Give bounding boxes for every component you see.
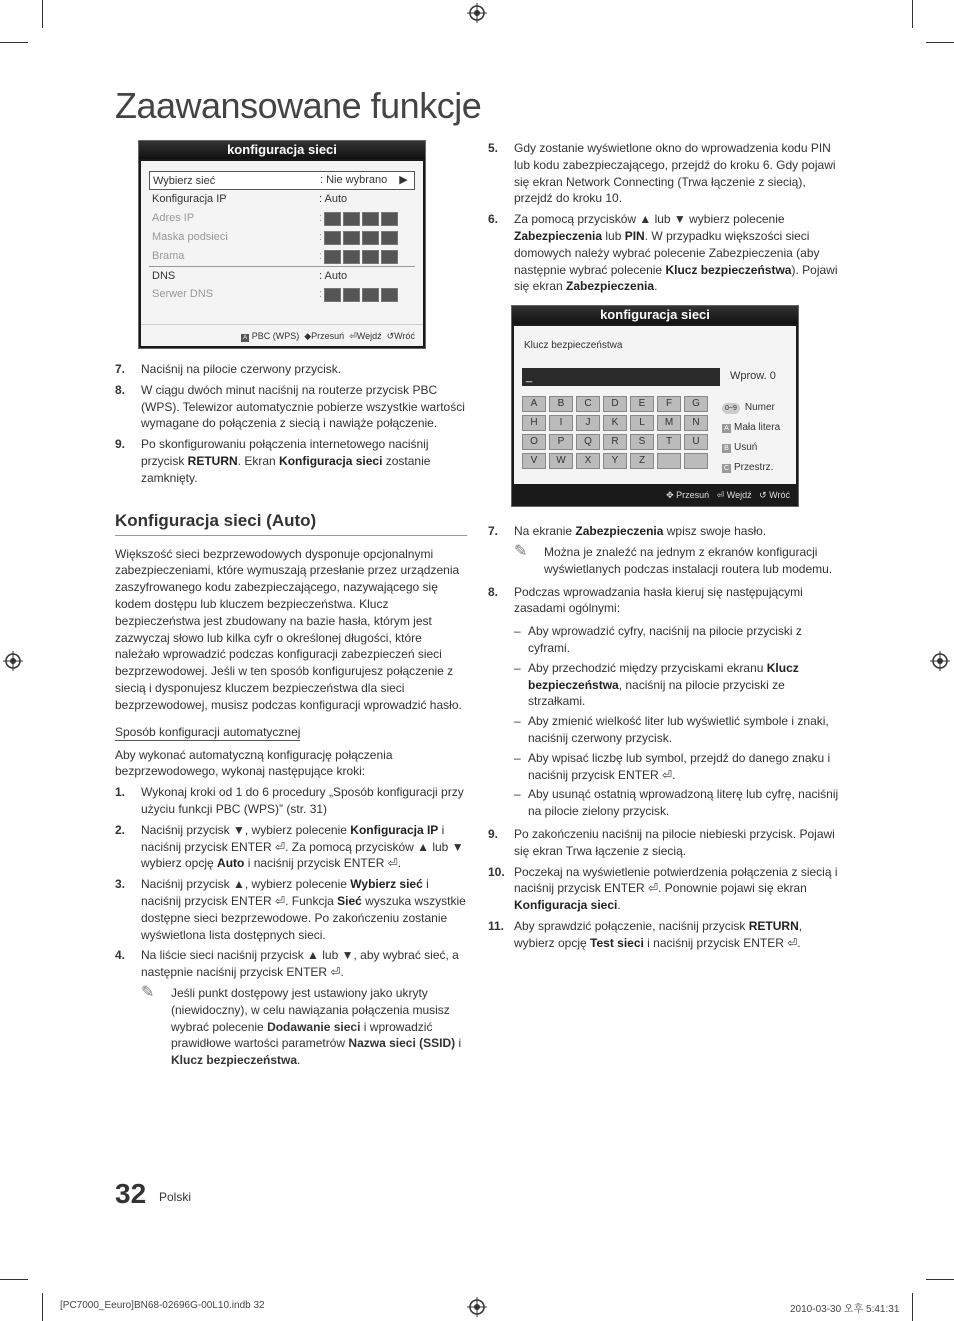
octet-box — [343, 212, 360, 226]
enter-icon: ⏎ — [658, 767, 673, 782]
legend-number — [722, 398, 780, 418]
step-number: 9. — [488, 826, 499, 841]
step-text: . — [397, 856, 402, 871]
return-icon: ↺ — [754, 490, 770, 501]
step-text: i naciśnij przycisk ENTER — [244, 856, 385, 871]
step-text: . Ekran — [237, 453, 280, 468]
sub-heading: Sposób konfiguracji automatycznej — [115, 724, 301, 739]
step-text: Po skonfigurowaniu połączenia internetowego naciśnij przycisk — [141, 437, 429, 468]
keyboard-key[interactable] — [657, 453, 681, 469]
keyboard-key[interactable]: A — [522, 396, 546, 412]
char-count: Wprow. 0 — [730, 370, 776, 383]
enter-icon: ⏎ — [384, 856, 398, 871]
step-text: Na liście sieci naciśnij przycisk ▲ lub ▼, aby wybrać sieć, a następnie naciśnij przycisk ENTER — [141, 948, 459, 980]
registration-mark-icon — [467, 1297, 487, 1317]
screen-body — [141, 161, 423, 324]
step-number: 8. — [115, 382, 126, 397]
row-label: Konfiguracja IP — [152, 193, 227, 205]
octet-box — [381, 212, 398, 226]
step-number: 3. — [115, 877, 126, 892]
rule-text: Aby zmienić wielkość liter lub wyświetlić symbole i znaki, naciśnij czerwony przycisk. — [528, 714, 829, 745]
octet-box — [343, 288, 360, 302]
row-label: Adres IP — [152, 212, 195, 224]
legend-text: Przestrz. — [734, 462, 774, 474]
step-text: . — [617, 898, 621, 913]
step-number: 4. — [115, 948, 126, 963]
screen-footer — [512, 484, 798, 506]
legend-text: Numer — [744, 402, 775, 414]
keyboard-legend — [722, 398, 780, 478]
row-value: : — [319, 250, 323, 262]
rule-digits: – Aby wprowadzić cyfry, naciśnij na pilocie przyciski z cyframi. — [514, 624, 802, 655]
enter-icon: ⏎ — [327, 965, 341, 980]
rule-text: Aby przechodzić między przyciskami ekranu — [528, 660, 767, 675]
left-column — [115, 140, 467, 1075]
key-label: RETURN — [187, 453, 238, 468]
keyboard-key[interactable]: N — [684, 415, 708, 431]
menu-label: Zabezpieczenia — [566, 279, 655, 294]
octet-box — [362, 231, 379, 245]
keyboard-key[interactable]: E — [630, 396, 654, 412]
step-text: i naciśnij przycisk ENTER — [141, 877, 429, 908]
step-text: i naciśnij przycisk ENTER — [141, 822, 445, 854]
step-8 — [115, 382, 467, 432]
auto-step-3 — [115, 876, 467, 943]
step-text: Naciśnij przycisk ▼, wybierz polecenie — [141, 822, 351, 837]
legend-delete — [722, 438, 780, 458]
step-text: zostanie zamknięty. — [141, 453, 431, 485]
row-value: : Nie wybrano — [320, 174, 388, 186]
menu-label: Klucz bezpieczeństwa — [665, 262, 792, 277]
red-a-button-icon: A — [243, 335, 248, 341]
network-config-screen — [138, 140, 426, 349]
crop-mark — [0, 1279, 28, 1280]
step-text: Poczekaj na wyświetlenie potwierdzenia połączenia z siecią i naciśnij przycisk ENTER — [514, 864, 838, 896]
octet-box — [381, 231, 398, 245]
crop-mark — [42, 1293, 43, 1321]
octet-box — [343, 250, 360, 264]
menu-row-ip-address — [149, 209, 415, 228]
registration-mark-icon — [3, 651, 23, 671]
step-5 — [488, 140, 840, 207]
keyboard-key[interactable]: O — [522, 434, 546, 450]
step-number: 5. — [488, 141, 499, 155]
enter-icon: ⏎ — [271, 839, 286, 854]
auto-step-1 — [115, 784, 467, 818]
screen-title: konfiguracja sieci — [512, 306, 798, 324]
menu-row-gateway — [149, 247, 415, 266]
octet-box — [362, 212, 379, 226]
menu-label: Zabezpieczenia — [575, 524, 664, 539]
step-text: . W przypadku większości sieci domowych należy wybrać polecenie Zabezpieczenia (aby następnie wybrać polecenie — [514, 228, 820, 277]
rule-text: Aby wprowadzić cyfry, naciśnij na pilocie przyciski z cyframi. — [528, 624, 802, 655]
hint-back: Wróć — [394, 331, 415, 341]
security-key-screen — [511, 305, 799, 507]
move-arrows-icon: ✥ — [666, 490, 677, 501]
menu-label: Nazwa sieci (SSID) — [348, 1036, 456, 1051]
menu-row-subnet — [149, 228, 415, 247]
crop-mark — [912, 0, 913, 28]
step-text: . — [654, 279, 658, 294]
security-key-label: Klucz bezpieczeństwa — [524, 340, 623, 352]
step-number: 11. — [488, 918, 505, 933]
rule-delete: – Aby usunąć ostatnią wprowadzoną literę lub cyfrę, naciśnij na pilocie zielony przycisk. — [514, 787, 839, 819]
step-number: 7. — [115, 362, 126, 376]
step-text: i naciśnij przycisk ENTER — [643, 935, 784, 950]
play-arrow-icon: ▶ — [399, 174, 408, 186]
hint-move: Przesuń — [676, 490, 710, 501]
menu-row-ip-config[interactable] — [149, 190, 415, 209]
row-label: Brama — [152, 250, 185, 262]
step-7-right — [488, 523, 840, 540]
page-language: Polski — [159, 1190, 192, 1204]
row-label: DNS — [152, 270, 176, 282]
step-7 — [115, 361, 467, 378]
enter-icon: ⏎ — [271, 893, 286, 908]
keyboard-key[interactable]: R — [603, 434, 627, 450]
rule-text: Aby usunąć ostatnią wprowadzoną literę lub cyfrę, naciśnij na pilocie zielony przycisk. — [528, 787, 839, 819]
step-text: Wykonaj kroki od 1 do 6 procedury „Sposób konfiguracji przy użyciu funkcji PBC (WPS)” (str. 31) — [141, 785, 464, 816]
keyboard-key[interactable]: K — [603, 415, 627, 431]
menu-label: Klucz bezpieczeństwa — [171, 1053, 298, 1068]
screen-body — [514, 326, 796, 484]
number-pill-icon: 0~9 — [722, 403, 740, 414]
key-label: RETURN — [748, 918, 799, 933]
menu-label: PIN — [624, 228, 645, 243]
legend-space — [722, 458, 780, 478]
registration-mark-icon — [930, 651, 950, 671]
return-icon: ↺ — [384, 331, 395, 341]
print-file-info: [PC7000_Eeuro]BN68-02696G-00L10.indb 32 — [60, 1300, 265, 1311]
row-label: Maska podsieci — [152, 231, 228, 243]
step-text: , wybierz opcję — [514, 918, 803, 950]
sub-intro: Aby wykonać automatyczną konfigurację połączenia bezprzewodowego, wykonaj następujące kroki: — [115, 747, 393, 779]
step-6 — [488, 211, 840, 295]
page-number: 32 — [115, 1178, 147, 1209]
screen-title: konfiguracja sieci — [139, 141, 425, 159]
octet-box — [362, 250, 379, 264]
menu-label: Dodawanie sieci — [267, 1019, 361, 1034]
note-text: . — [297, 1053, 301, 1068]
rule-text: . — [672, 767, 676, 782]
auto-step-4 — [115, 947, 467, 981]
keyboard-key[interactable]: S — [630, 434, 654, 450]
step-text: . Za pomocą przycisków ▲ lub ▼ wybierz opcję — [141, 839, 464, 871]
menu-row-select-network[interactable] — [149, 171, 415, 190]
octet-box — [324, 288, 341, 302]
note-text: i wprowadzić prawidłowe wartości parametrów — [171, 1019, 433, 1051]
keyboard-key[interactable]: M — [657, 415, 681, 431]
menu-label: Konfiguracja sieci — [514, 898, 618, 913]
menu-row-dns-server — [149, 285, 415, 304]
step-9 — [115, 436, 467, 486]
menu-label: Auto — [217, 856, 245, 871]
keyboard-key[interactable]: G — [684, 396, 708, 412]
rule-symbol: – Aby wpisać liczbę lub symbol, przejdź do danego znaku i naciśnij przycisk ENTER ⏎. — [514, 750, 831, 782]
auto-step-2 — [115, 822, 467, 872]
menu-label: Konfiguracja sieci — [279, 453, 383, 468]
step-number: 1. — [115, 785, 126, 800]
step-text: Na ekranie — [514, 524, 576, 539]
rule-text: Aby wpisać liczbę lub symbol, przejdź do danego znaku i naciśnij przycisk ENTER — [528, 750, 831, 782]
octet-box — [381, 250, 398, 264]
step-number: 2. — [115, 822, 126, 837]
step-9-right — [488, 826, 840, 860]
step-10-right — [488, 864, 840, 914]
keyboard-key[interactable]: B — [549, 396, 573, 412]
keyboard-key[interactable]: Z — [630, 453, 654, 469]
menu-label: Sieć — [337, 893, 362, 908]
octet-box — [381, 288, 398, 302]
note-hidden-ap — [115, 985, 467, 1069]
row-label: Serwer DNS — [152, 288, 214, 300]
a-button-icon: A — [722, 424, 731, 433]
print-date-info: 2010-03-30 오후 5:41:31 — [790, 1304, 900, 1315]
keyboard-key[interactable]: L — [630, 415, 654, 431]
menu-row-dns[interactable] — [149, 266, 415, 285]
enter-icon: ⏎ — [346, 331, 357, 341]
octet-box — [324, 250, 341, 264]
legend-text: Usuń — [734, 442, 758, 454]
keyboard-key[interactable]: D — [603, 396, 627, 412]
keyboard-key[interactable]: U — [684, 434, 708, 450]
step-number: 7. — [488, 524, 499, 539]
step-text: Aby sprawdzić połączenie, naciśnij przycisk — [514, 918, 749, 933]
right-column — [488, 140, 840, 956]
step-text: Gdy zostanie wyświetlone okno do wprowadzenia kodu PIN lub kodu zabezpieczającego, przejdź do kroku 6. Gdy pojawi się ekran Network Connecting (Trwa łączenie z siecią), przejdź do kroku 10. — [514, 141, 836, 206]
step-text: lub — [602, 228, 625, 243]
step-number: 6. — [488, 212, 499, 227]
row-label: Wybierz sieć — [153, 175, 216, 187]
step-text: . — [340, 965, 344, 980]
password-input[interactable]: _ — [522, 368, 720, 386]
keyboard-key[interactable]: Y — [603, 453, 627, 469]
hint-enter: Wejdź — [356, 331, 382, 341]
crop-mark — [926, 1279, 954, 1280]
step-text: . Funkcja — [285, 893, 338, 908]
legend-text: Mała litera — [734, 422, 781, 434]
octet-box — [324, 212, 341, 226]
enter-icon: ⏎ — [711, 490, 727, 501]
pencil-note-icon: ✎ — [141, 983, 155, 1001]
crop-mark — [926, 42, 954, 43]
section-heading: Konfiguracja sieci (Auto) — [115, 511, 467, 536]
note-text: i — [455, 1036, 462, 1051]
page-title: Zaawansowane funkcje — [115, 85, 482, 126]
step-text: W ciągu dwóch minut naciśnij na routerze przycisk PBC (WPS). Telewizor automatycznie pobierze wszystkie wartości wymagane do połączenia z siecią i nawiąże połączenie. — [141, 382, 465, 431]
legend-lowercase — [722, 418, 780, 438]
step-number: 10. — [488, 864, 505, 879]
note-text: Można je znaleźć na jednym z ekranów konfiguracji wyświetlanych podczas instalacji routera lub modemu. — [544, 544, 833, 576]
registration-mark-icon — [467, 3, 487, 23]
step-text: Za pomocą przycisków ▲ lub ▼ wybierz polecenie — [514, 212, 785, 227]
keyboard-key[interactable]: W — [549, 453, 573, 469]
note-text: Jeśli punkt dostępowy jest ustawiony jako ukryty (niewidoczny), w celu nawiązania połączenia musisz wybrać polecenie — [171, 985, 450, 1034]
keyboard-key[interactable]: J — [576, 415, 600, 431]
on-screen-keyboard — [522, 396, 708, 469]
menu-label: Klucz bezpieczeństwa — [528, 660, 799, 692]
octet-box — [343, 231, 360, 245]
step-number: 9. — [115, 437, 126, 452]
keyboard-key[interactable]: F — [657, 396, 681, 412]
step-text: wpisz swoje hasło. — [663, 524, 767, 539]
keyboard-key[interactable]: C — [576, 396, 600, 412]
menu-label: Zabezpieczenia — [514, 228, 603, 243]
rule-text: , naciśnij na pilocie przyciski ze strzałkami. — [528, 677, 785, 709]
crop-mark — [42, 0, 43, 28]
row-value: : Auto — [319, 269, 348, 282]
step-text: . — [797, 935, 801, 950]
step-text: Naciśnij przycisk ▲, wybierz polecenie — [141, 877, 351, 892]
menu-label: Konfiguracja IP — [350, 822, 439, 837]
c-button-icon: C — [723, 464, 730, 472]
pencil-note-icon: ✎ — [514, 542, 528, 560]
row-value: : — [319, 288, 323, 300]
row-value: : — [319, 231, 323, 243]
hint-move: Przesuń — [311, 331, 345, 341]
step-text: wyszuka wszystkie dostępne sieci bezprzewodowe. Po zakończeniu zostanie wyświetlona lista dostępnych sieci. — [141, 893, 466, 942]
note-password-location — [488, 544, 840, 578]
menu-label: Wybierz sieć — [350, 877, 423, 892]
row-value: : — [319, 212, 323, 224]
hint-pbc: PBC (WPS) — [251, 331, 300, 341]
keyboard-key[interactable]: V — [522, 453, 546, 469]
step-text: . Ponownie pojawi się ekran — [658, 881, 807, 896]
keyboard-key[interactable]: Q — [576, 434, 600, 450]
step-text: Po zakończeniu naciśnij na pilocie niebieski przycisk. Pojawi się ekran Trwa łączenie z siecią. — [514, 826, 835, 858]
keyboard-key[interactable] — [684, 453, 708, 469]
keyboard-key[interactable]: T — [657, 434, 681, 450]
keyboard-key[interactable]: H — [522, 415, 546, 431]
crop-mark — [0, 42, 28, 43]
hint-enter: Wejdź — [726, 490, 752, 501]
octet-box — [362, 288, 379, 302]
step-text: ). Pojawi się ekran — [514, 262, 838, 294]
row-value: : Auto — [319, 193, 348, 205]
keyboard-key[interactable]: X — [576, 453, 600, 469]
rule-navigate: – Aby przechodzić między przyciskami ekranu Klucz bezpieczeństwa, naciśnij na pilocie przyciski ze strzałkami. — [514, 660, 799, 709]
enter-icon: ⏎ — [783, 935, 798, 950]
move-arrows-icon: ◆ — [301, 331, 312, 341]
step-number: 8. — [488, 584, 499, 599]
hint-back: Wróć — [769, 490, 790, 501]
keyboard-key[interactable]: P — [549, 434, 573, 450]
rule-case: – Aby zmienić wielkość liter lub wyświetlić symbole i znaki, naciśnij czerwony przycisk. — [514, 714, 829, 745]
intro-paragraph: Większość sieci bezprzewodowych dysponuje opcjonalnymi zabezpieczeniami, które wymuszają przesłanie przez urządzenia zaszyfrowanego kodu zabezpieczającego, nazywającego się kodem dostępu lub kluczem bezpieczeństwa. Klucz bezpieczeństwa jest zbudowany na bazie hasła, którym jest zazwyczaj słowo lub kilka cyfr o określonej długości, które należało wprowadzić podczas konfiguracji zabezpieczeń sieci bezprzewodowej. Jeśli w ten sposób konfigurujesz połączenie z siecią i dysponujesz kluczem bezpieczeństwa dla sieci bezprzewodowej, musisz podczas konfiguracji wprowadzić hasło. — [115, 546, 462, 712]
step-text: Podczas wprowadzania hasła kieruj się następującymi zasadami ogólnymi: — [514, 584, 803, 616]
step-text: Naciśnij na pilocie czerwony przycisk. — [141, 362, 342, 376]
enter-icon: ⏎ — [644, 881, 659, 896]
step-8-right — [488, 584, 840, 618]
b-button-icon: B — [722, 444, 731, 453]
octet-box — [324, 231, 341, 245]
screen-footer — [141, 324, 423, 346]
keyboard-key[interactable]: I — [549, 415, 573, 431]
step-11-right — [488, 918, 840, 952]
menu-label: Test sieci — [590, 935, 644, 950]
crop-mark — [912, 1293, 913, 1321]
